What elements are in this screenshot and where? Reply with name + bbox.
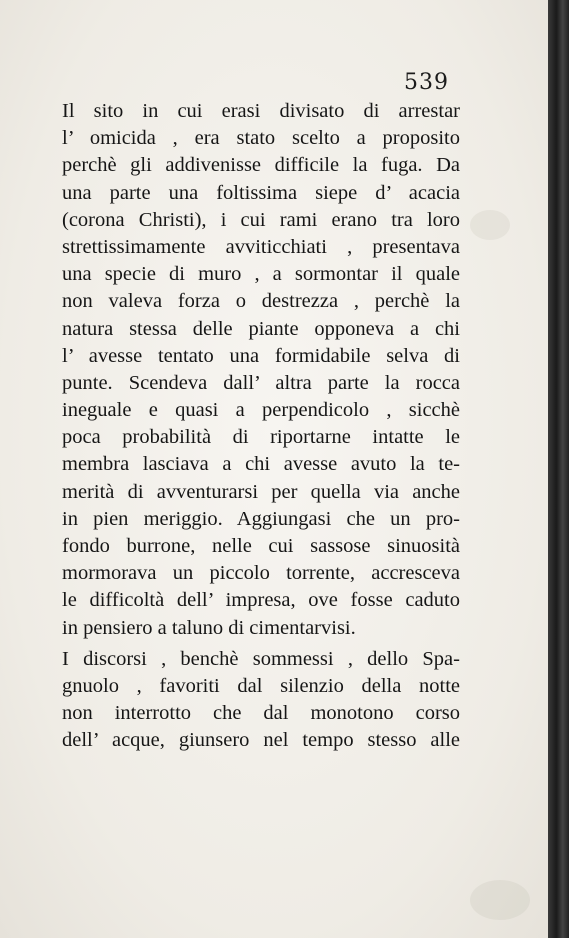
text-line: strettissimamente avviticchiati , presentava: [62, 235, 460, 258]
text-line: dell’ acque, giunsero nel tempo stesso alle: [62, 729, 460, 752]
text-line: I discorsi , benchè sommessi , dello Spa-: [62, 647, 460, 670]
paragraph-2: [62, 646, 460, 755]
text-line: in pensiero a taluno di cimentarvisi.: [62, 616, 356, 639]
text-line: non interrotto che dal monotono corso: [62, 702, 460, 725]
text-line: l’ omicida , era stato scelto a proposito: [62, 127, 460, 150]
text-line: poca probabilità di riportarne intatte le: [62, 426, 460, 449]
text-line: in pien meriggio. Aggiungasi che un pro-: [62, 507, 460, 530]
text-line: mormorava un piccolo torrente, accresceva: [62, 562, 460, 585]
body-text: [62, 98, 460, 755]
text-line: fondo burrone, nelle cui sassose sinuosità: [62, 535, 460, 557]
text-line: (corona Christi), i cui rami erano tra loro: [62, 208, 460, 231]
text-line: ineguale e quasi a perpendicolo , sicchè: [62, 399, 460, 422]
text-line: una parte una foltissima siepe d’ acacia: [62, 181, 460, 204]
text-line: natura stessa delle piante opponeva a chi: [62, 317, 460, 340]
text-line: merità di avventurarsi per quella via anche: [62, 480, 460, 503]
text-line: una specie di muro , a sormontar il quale: [62, 263, 460, 286]
paragraph-1: [62, 98, 460, 642]
text-line: perchè gli addivenisse difficile la fuga. Da: [62, 154, 460, 177]
text-line: l’ avesse tentato una formidabile selva di: [62, 344, 460, 367]
text-line: le difficoltà dell’ impresa, ove fosse caduto: [62, 589, 460, 612]
page-number: 539: [404, 70, 449, 95]
book-spine-edge: [548, 0, 569, 938]
paper-stain: [470, 880, 530, 920]
text-line: gnuolo , favoriti dal silenzio della notte: [62, 674, 460, 697]
text-line: Il sito in cui erasi divisato di arrestar: [62, 100, 460, 122]
paper-stain: [470, 210, 510, 240]
text-line: membra lasciava a chi avesse avuto la te-: [62, 453, 460, 476]
text-line: non valeva forza o destrezza , perchè la: [62, 290, 460, 313]
text-line: punte. Scendeva dall’ altra parte la rocca: [62, 371, 460, 394]
